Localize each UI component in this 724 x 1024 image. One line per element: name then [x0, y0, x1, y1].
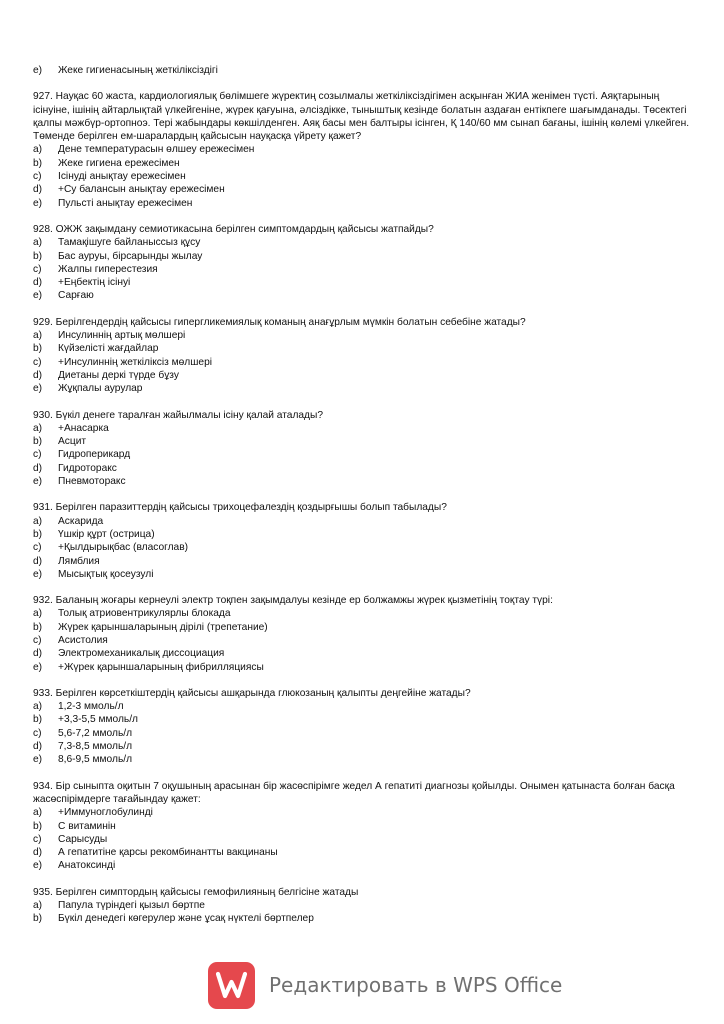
option-letter: b) [33, 528, 43, 540]
option-text: +Анасарка [58, 422, 109, 434]
option-letter: e) [33, 65, 43, 76]
option-letter: c) [33, 171, 42, 183]
option-text: С витаминін [58, 820, 116, 832]
option-text: Аскарида [58, 515, 104, 527]
option-text: Пневмоторакс [58, 476, 126, 488]
question-text: 932. Баланың жоғары кернеулі электр тоқпен зақымдалуы кезінде ер болжамжы жүрек қызметінің тоқтау түрі: [33, 595, 553, 607]
option-letter: b) [33, 343, 43, 355]
answer-option [33, 475, 693, 488]
option-letter: d) [33, 847, 43, 859]
answer-option [33, 713, 693, 726]
answer-option [33, 369, 693, 382]
question-block [33, 223, 693, 303]
option-letter: c) [33, 833, 42, 845]
option-text: Жүрек қарыншаларының дірілі (трепетание) [58, 621, 268, 633]
option-text: Инсулиннің артық мөлшері [58, 330, 186, 342]
question-block [33, 594, 693, 674]
document-body [33, 64, 693, 926]
option-letter: b) [33, 820, 43, 832]
answer-option [33, 820, 693, 833]
option-letter: d) [33, 555, 43, 567]
answer-option [33, 515, 693, 528]
answer-option [33, 740, 693, 753]
question-block [33, 501, 693, 581]
option-text: 1,2-3 ммоль/л [58, 701, 124, 713]
option-text: Асцит [58, 436, 87, 448]
option-text: Пульсті анықтау ережесімен [58, 197, 193, 209]
option-letter: b) [33, 714, 43, 726]
answer-option [33, 263, 693, 276]
option-text: Бас ауруы, бірсарынды жылау [58, 250, 203, 262]
option-letter: c) [33, 263, 42, 275]
option-letter: b) [33, 913, 43, 925]
answer-option [33, 859, 693, 872]
option-letter: a) [33, 144, 43, 156]
option-text: +3,3-5,5 ммоль/л [58, 714, 138, 726]
option-letter: e) [33, 661, 43, 673]
answer-option [33, 647, 693, 660]
option-letter: b) [33, 621, 43, 633]
answer-option [33, 382, 693, 395]
option-letter: a) [33, 900, 43, 912]
option-letter: b) [33, 157, 43, 169]
answer-option [33, 342, 693, 355]
option-text: Асистолия [58, 634, 108, 646]
option-text: Лямблия [58, 555, 100, 567]
option-letter: e) [33, 860, 43, 872]
option-text: Ісінуді анықтау ережесімен [58, 171, 186, 183]
option-text: +Су балансын анықтау ережесімен [58, 184, 225, 196]
answer-option [33, 276, 693, 289]
option-text: Диетаны деркі түрде бұзу [58, 369, 179, 381]
question-block [33, 409, 693, 489]
option-text: +Жүрек қарыншаларының фибрилляциясы [58, 661, 264, 673]
option-text: Күйзелісті жағдайлар [58, 343, 159, 355]
question-block [33, 886, 693, 926]
question-block [33, 780, 693, 873]
answer-option [33, 157, 693, 170]
answer-option [33, 661, 693, 674]
option-letter: a) [33, 330, 43, 342]
option-text: +Инсулиннің жеткіліксіз мөлшері [58, 356, 213, 368]
answer-option [33, 568, 693, 581]
answer-option [33, 183, 693, 196]
option-text: 8,6-9,5 ммоль/л [58, 754, 133, 766]
option-letter: a) [33, 701, 43, 713]
answer-option [33, 197, 693, 210]
option-letter: b) [33, 436, 43, 448]
option-text: Сарғаю [58, 290, 94, 302]
option-text: Электромеханикалық диссоциация [58, 648, 225, 660]
question-text: 935. Берілген симптордың қайсысы гемофилияның белгісіне жатады [33, 886, 359, 898]
option-text: +Еңбектің ісінуі [58, 277, 131, 289]
option-letter: e) [33, 568, 43, 580]
question-text: 928. ОЖЖ зақымдану семиотикасына берілген симптомдардың қайсысы жатпайды? [33, 223, 434, 235]
answer-option [33, 329, 693, 342]
option-letter: a) [33, 422, 43, 434]
option-letter: a) [33, 608, 43, 620]
option-letter: e) [33, 754, 43, 766]
answer-option [33, 912, 693, 925]
option-text: 5,6-7,2 ммоль/л [58, 727, 133, 739]
option-letter: c) [33, 449, 42, 461]
option-text: Жеке гигиена ережесімен [58, 157, 180, 169]
option-letter: b) [33, 250, 43, 262]
option-letter: d) [33, 369, 43, 381]
option-letter: e) [33, 476, 43, 488]
question-text: 934. Бір сыныпта оқитын 7 оқушының арасынан бір жасөспірімге жедел А гепатиті диагнозы қойылды. Онымен қатынаста болған басқа жасөспірімдерге тағайындау қажет: [33, 780, 675, 805]
question-text: 929. Берілгендердің қайсысы гипергликемиялық команың анағұрлым мүмкін болатын себебіне жатады? [33, 316, 526, 328]
option-text: Мысықтық қосеузулі [58, 568, 154, 580]
answer-option [33, 541, 693, 554]
answer-option [33, 250, 693, 263]
answer-option [33, 555, 693, 568]
option-letter: e) [33, 383, 43, 395]
answer-option [33, 806, 693, 819]
answer-option [33, 422, 693, 435]
answer-option [33, 700, 693, 713]
option-letter: a) [33, 237, 43, 249]
answer-option [33, 289, 693, 302]
answer-option [33, 607, 693, 620]
option-text: Үшкір құрт (острица) [58, 528, 155, 540]
option-text: 7,3-8,5 ммоль/л [58, 741, 133, 753]
option-letter: e) [33, 290, 43, 302]
option-text: Толық атриовентрикулярлы блокада [58, 608, 231, 620]
option-letter: c) [33, 634, 42, 646]
answer-option [33, 170, 693, 183]
option-text: Жалпы гиперестезия [58, 263, 158, 275]
answer-option [33, 356, 693, 369]
answer-option [33, 448, 693, 461]
option-text: Анатоксинді [58, 860, 116, 872]
answer-option [33, 846, 693, 859]
edit-in-wps-banner[interactable] [208, 961, 563, 1009]
answer-option [33, 833, 693, 846]
question-text: 931. Берілген паразиттердің қайсысы трихоцефалездің қоздырғышы болып табылады? [33, 502, 447, 514]
option-text: Жеке гигиенасының жеткіліксіздігі [58, 65, 218, 76]
option-text: +Қылдырықбас (власоглав) [58, 542, 189, 554]
option-letter: a) [33, 515, 43, 527]
option-text: А гепатитіне қарсы рекомбинантты вакцинаны [58, 847, 278, 859]
question-block [33, 316, 693, 396]
question-block [33, 687, 693, 767]
option-letter: d) [33, 648, 43, 660]
option-text: Папула түріндегі қызыл бөртпе [58, 900, 205, 912]
option-letter: d) [33, 462, 43, 474]
answer-option [33, 462, 693, 475]
answer-option [33, 528, 693, 541]
option-letter: a) [33, 807, 43, 819]
question-text: 933. Берілген көрсеткіштердің қайсысы ашқарында глюкозаның қалыпты деңгейіне жатады? [33, 687, 471, 699]
question-text: 930. Бүкіл денеге таралған жайылмалы ісіну қалай аталады? [33, 409, 323, 421]
option-text: Бүкіл денедегі көгерулер және ұсақ нүктелі бөртпелер [58, 913, 314, 925]
question-text: 927. Науқас 60 жаста, кардиологиялық бөлімшеге жүректиң созылмалы жеткіліксіздігімен асқынған ЖИА женімен түсті. Аяқтарының ісінуіне, ішінің айтарлықтай үлкейгеніне, жүрек қағуына, әлсіздікке, тыныштық кезінде болатын аздаған ентікпеге шағымданады. Төсектегі қалпы мәжбүр-ортопноэ. Тері жабындары көкшілденген. Аяқ басы мен балтыры ісінген, Қ 140/60 мм сынап бағаны, ішінің көлемі үлкейген. Төменде берілген ем-шаралардың қайсысын науқасқа үйрету қажет? [33, 91, 690, 143]
option-letter: d) [33, 741, 43, 753]
option-letter: c) [33, 727, 42, 739]
answer-option [33, 634, 693, 647]
wps-logo-icon[interactable] [208, 962, 255, 1009]
edit-in-wps-label[interactable]: Редактировать в WPS Office [269, 973, 563, 997]
option-text: Гидроперикард [58, 449, 131, 461]
option-text: +Иммуноглобулинді [58, 807, 153, 819]
answer-option [33, 727, 693, 740]
option-letter: c) [33, 356, 42, 368]
answer-option [33, 621, 693, 634]
option-text: Дене температурасын өлшеу ережесімен [58, 144, 255, 156]
answer-option [33, 236, 693, 249]
option-text: Тамақішуге байланыссыз құсу [58, 237, 201, 249]
option-letter: d) [33, 184, 43, 196]
answer-option [33, 143, 693, 156]
question-block [33, 90, 693, 210]
option-letter: d) [33, 277, 43, 289]
option-letter: e) [33, 197, 43, 209]
answer-option [33, 753, 693, 766]
answer-option [33, 899, 693, 912]
lead-option [33, 64, 693, 77]
option-text: Сарысуды [58, 833, 108, 845]
option-text: Жұқпалы аурулар [58, 383, 143, 395]
option-letter: c) [33, 542, 42, 554]
answer-option [33, 435, 693, 448]
option-text: Гидроторакс [58, 462, 117, 474]
